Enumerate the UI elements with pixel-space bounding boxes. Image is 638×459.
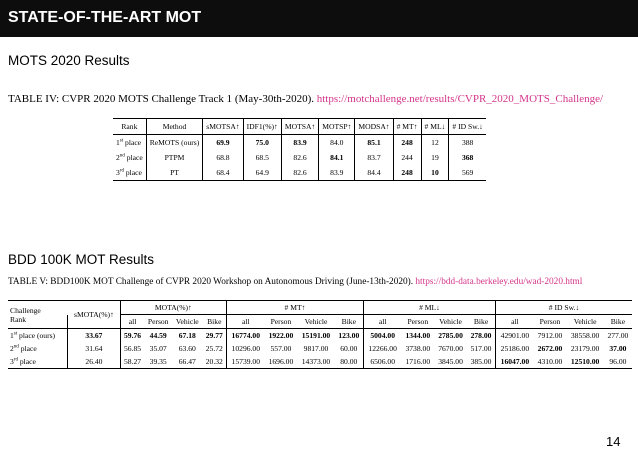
bdd-subheader: Person	[407, 317, 429, 326]
bdd-heading: BDD 100K MOT Results	[8, 252, 155, 267]
bdd-subheader: all	[511, 317, 519, 326]
challenge-label: Challenge	[10, 305, 41, 315]
rank-cell	[8, 329, 68, 343]
value-cell: 68.8	[203, 150, 243, 165]
bdd-subheader: all	[378, 317, 387, 326]
page-number: 14	[606, 434, 621, 449]
rank-number: 3	[116, 168, 120, 177]
bdd-subheader: Bike	[203, 315, 227, 329]
bdd-subheader: Person	[147, 317, 169, 326]
value-cell: 60.00	[335, 342, 364, 355]
rank-cell	[113, 165, 146, 181]
value-cell: 68.5	[243, 150, 281, 165]
value-cell: 368	[461, 153, 474, 162]
group-header-mota: MOTA(%)↑	[120, 301, 226, 315]
value-cell: 35.07	[149, 344, 167, 353]
table-row	[8, 329, 632, 343]
rank-number: 1	[10, 331, 14, 340]
rank-cell	[113, 150, 146, 165]
value-cell: 16774.00	[231, 331, 261, 340]
value-cell: 69.9	[203, 135, 243, 151]
rank-number: 3	[10, 357, 14, 366]
value-cell: 1922.00	[268, 331, 294, 340]
mots-column-header: # MT↑	[393, 119, 421, 135]
value-cell: 85.1	[355, 135, 393, 151]
bdd-subheader: Person	[539, 317, 561, 326]
mots-column-header: MOTSP↑	[319, 119, 355, 135]
rank-cell	[8, 355, 68, 369]
value-cell: 75.0	[243, 135, 281, 151]
value-cell: 4310.00	[537, 357, 563, 366]
rank-text: place	[123, 138, 142, 147]
table-row	[8, 355, 632, 369]
bdd-subheader: all	[241, 317, 250, 326]
smota-header: sMOTA(%)↑	[68, 301, 121, 329]
value-cell: 5004.00	[370, 331, 395, 340]
value-cell: 44.59	[149, 331, 167, 340]
rank-text: place	[123, 168, 142, 177]
bdd-subheader: Bike	[467, 315, 496, 329]
value-cell: 10	[421, 165, 449, 181]
value-cell: 39.35	[149, 357, 167, 366]
smota-cell: 33.67	[68, 329, 121, 343]
value-cell: 67.18	[178, 331, 196, 340]
slide-title-bar	[0, 0, 638, 37]
bdd-subheader: Vehicle	[175, 317, 199, 326]
mots-column-header: MOTSA↑	[281, 119, 318, 135]
bdd-subheader: Vehicle	[573, 317, 597, 326]
method-cell: PTPM	[146, 150, 203, 165]
value-cell: 7670.00	[438, 344, 463, 353]
smota-cell: 31.64	[68, 342, 121, 355]
slide-title: STATE-OF-THE-ART MOT	[8, 9, 202, 26]
bdd-table-caption	[8, 277, 582, 287]
value-cell: 16047.00	[500, 357, 530, 366]
bdd-subheader: all	[128, 317, 137, 326]
value-cell: 388	[461, 138, 474, 147]
mots-column-header: # ML↓	[421, 119, 449, 135]
bdd-table-group-row	[8, 301, 632, 315]
rank-text: place	[18, 344, 37, 353]
value-cell: 12	[421, 135, 449, 151]
rank-number: 2	[10, 344, 14, 353]
value-cell: 2785.00	[438, 331, 463, 340]
bdd-subheader: Vehicle	[439, 317, 462, 326]
value-cell: 82.6	[281, 150, 318, 165]
value-cell: 42901.00	[500, 331, 530, 340]
value-cell: 3738.00	[405, 344, 431, 353]
mots-caption-text: TABLE IV: CVPR 2020 MOTS Challenge Track 1 (May-30th-2020).	[8, 93, 314, 105]
mots-column-header: IDF1(%)↑	[243, 119, 281, 135]
value-cell: 80.00	[335, 355, 364, 369]
table-row	[8, 342, 632, 355]
value-cell: 385.00	[467, 355, 496, 369]
rank-ordinal: nd	[119, 153, 125, 159]
value-cell: 7912.00	[537, 331, 563, 340]
value-cell: 10296.00	[231, 344, 261, 353]
value-cell: 569	[461, 168, 474, 177]
value-cell: 15191.00	[301, 331, 331, 340]
value-cell: 63.60	[178, 344, 196, 353]
rank-text: place (ours)	[17, 331, 56, 340]
rank-ordinal: st	[119, 138, 124, 144]
value-cell: 37.00	[609, 344, 627, 353]
value-cell: 58.27	[123, 357, 142, 366]
value-cell: 12510.00	[570, 357, 600, 366]
value-cell: 3845.00	[438, 357, 463, 366]
rank-number: 2	[116, 153, 120, 162]
bdd-subheader: Bike	[335, 315, 364, 329]
bdd-subheader: Vehicle	[304, 317, 328, 326]
method-cell: ReMOTS (ours)	[146, 135, 203, 151]
value-cell: 1716.00	[405, 357, 431, 366]
value-cell: 82.6	[281, 165, 318, 181]
value-cell: 1696.00	[268, 357, 294, 366]
mots-column-header: MODSA↑	[355, 119, 393, 135]
value-cell: 277.00	[607, 331, 629, 340]
rank-ordinal: rd	[119, 168, 124, 174]
value-cell: 84.1	[319, 150, 355, 165]
value-cell: 56.85	[123, 344, 142, 353]
value-cell: 59.76	[123, 331, 142, 340]
rank-number: 1	[116, 138, 120, 147]
value-cell: 557.00	[270, 344, 292, 353]
mots-column-header: Method	[146, 119, 203, 135]
value-cell: 29.77	[203, 329, 227, 343]
rank-ordinal: nd	[13, 344, 19, 350]
bdd-caption-link[interactable]: https://bdd-data.berkeley.edu/wad-2020.html	[415, 277, 583, 287]
value-cell: 96.00	[609, 357, 627, 366]
value-cell: 25.72	[203, 342, 227, 355]
mots-table-header-row	[113, 119, 486, 135]
group-header-idsw: # ID Sw.↓	[496, 301, 632, 315]
mots-table-caption	[8, 93, 603, 105]
value-cell: 64.9	[243, 165, 281, 181]
value-cell: 83.9	[319, 165, 355, 181]
value-cell: 38558.00	[570, 331, 600, 340]
value-cell: 83.9	[281, 135, 318, 151]
bdd-subheader: Bike	[610, 317, 626, 326]
value-cell: 83.7	[355, 150, 393, 165]
mots-results-table	[113, 118, 486, 181]
mots-column-header: # ID Sw.↓	[452, 122, 483, 131]
value-cell: 278.00	[467, 329, 496, 343]
value-cell: 84.0	[319, 135, 355, 151]
table-row	[113, 150, 486, 165]
value-cell: 66.47	[178, 357, 196, 366]
bdd-subheader: Person	[270, 317, 292, 326]
rank-text: place	[124, 153, 143, 162]
value-cell: 12266.00	[368, 344, 397, 353]
value-cell: 248	[393, 135, 421, 151]
value-cell: 20.32	[203, 355, 227, 369]
mots-heading: MOTS 2020 Results	[8, 53, 130, 68]
group-header-ml: # ML↓	[363, 301, 495, 315]
value-cell: 9817.00	[303, 344, 329, 353]
value-cell: 25186.00	[500, 344, 530, 353]
method-cell: PT	[146, 165, 203, 181]
mots-column-header: sMOTSA↑	[203, 119, 243, 135]
value-cell: 14373.00	[301, 357, 331, 366]
value-cell: 68.4	[203, 165, 243, 181]
bdd-results-table	[8, 300, 632, 369]
value-cell: 23179.00	[570, 344, 600, 353]
value-cell: 244	[393, 150, 421, 165]
value-cell: 1344.00	[405, 331, 431, 340]
rank-ordinal: rd	[13, 357, 18, 363]
value-cell: 517.00	[467, 342, 496, 355]
mots-column-header: Rank	[113, 119, 146, 135]
rank-cell	[8, 342, 68, 355]
value-cell: 248	[393, 165, 421, 181]
bdd-caption-text: TABLE V: BDD100K MOT Challenge of CVPR 2020 Workshop on Autonomous Driving (June-13th-2020).	[8, 277, 414, 287]
value-cell: 6506.00	[370, 357, 395, 366]
group-header-mt: # MT↑	[227, 301, 364, 315]
table-row	[113, 165, 486, 181]
mots-caption-link[interactable]: https://motchallenge.net/results/CVPR_2020_MOTS_Challenge/	[316, 93, 604, 105]
rank-ordinal: st	[13, 331, 18, 337]
value-cell: 15739.00	[231, 357, 261, 366]
rank-text: place	[17, 357, 36, 366]
value-cell: 123.00	[335, 329, 364, 343]
value-cell: 2672.00	[537, 344, 563, 353]
smota-cell: 26.40	[68, 355, 121, 369]
table-row	[113, 135, 486, 151]
value-cell: 19	[421, 150, 449, 165]
rank-cell	[113, 135, 146, 151]
value-cell: 84.4	[355, 165, 393, 181]
rank-label: Rank	[8, 315, 68, 329]
